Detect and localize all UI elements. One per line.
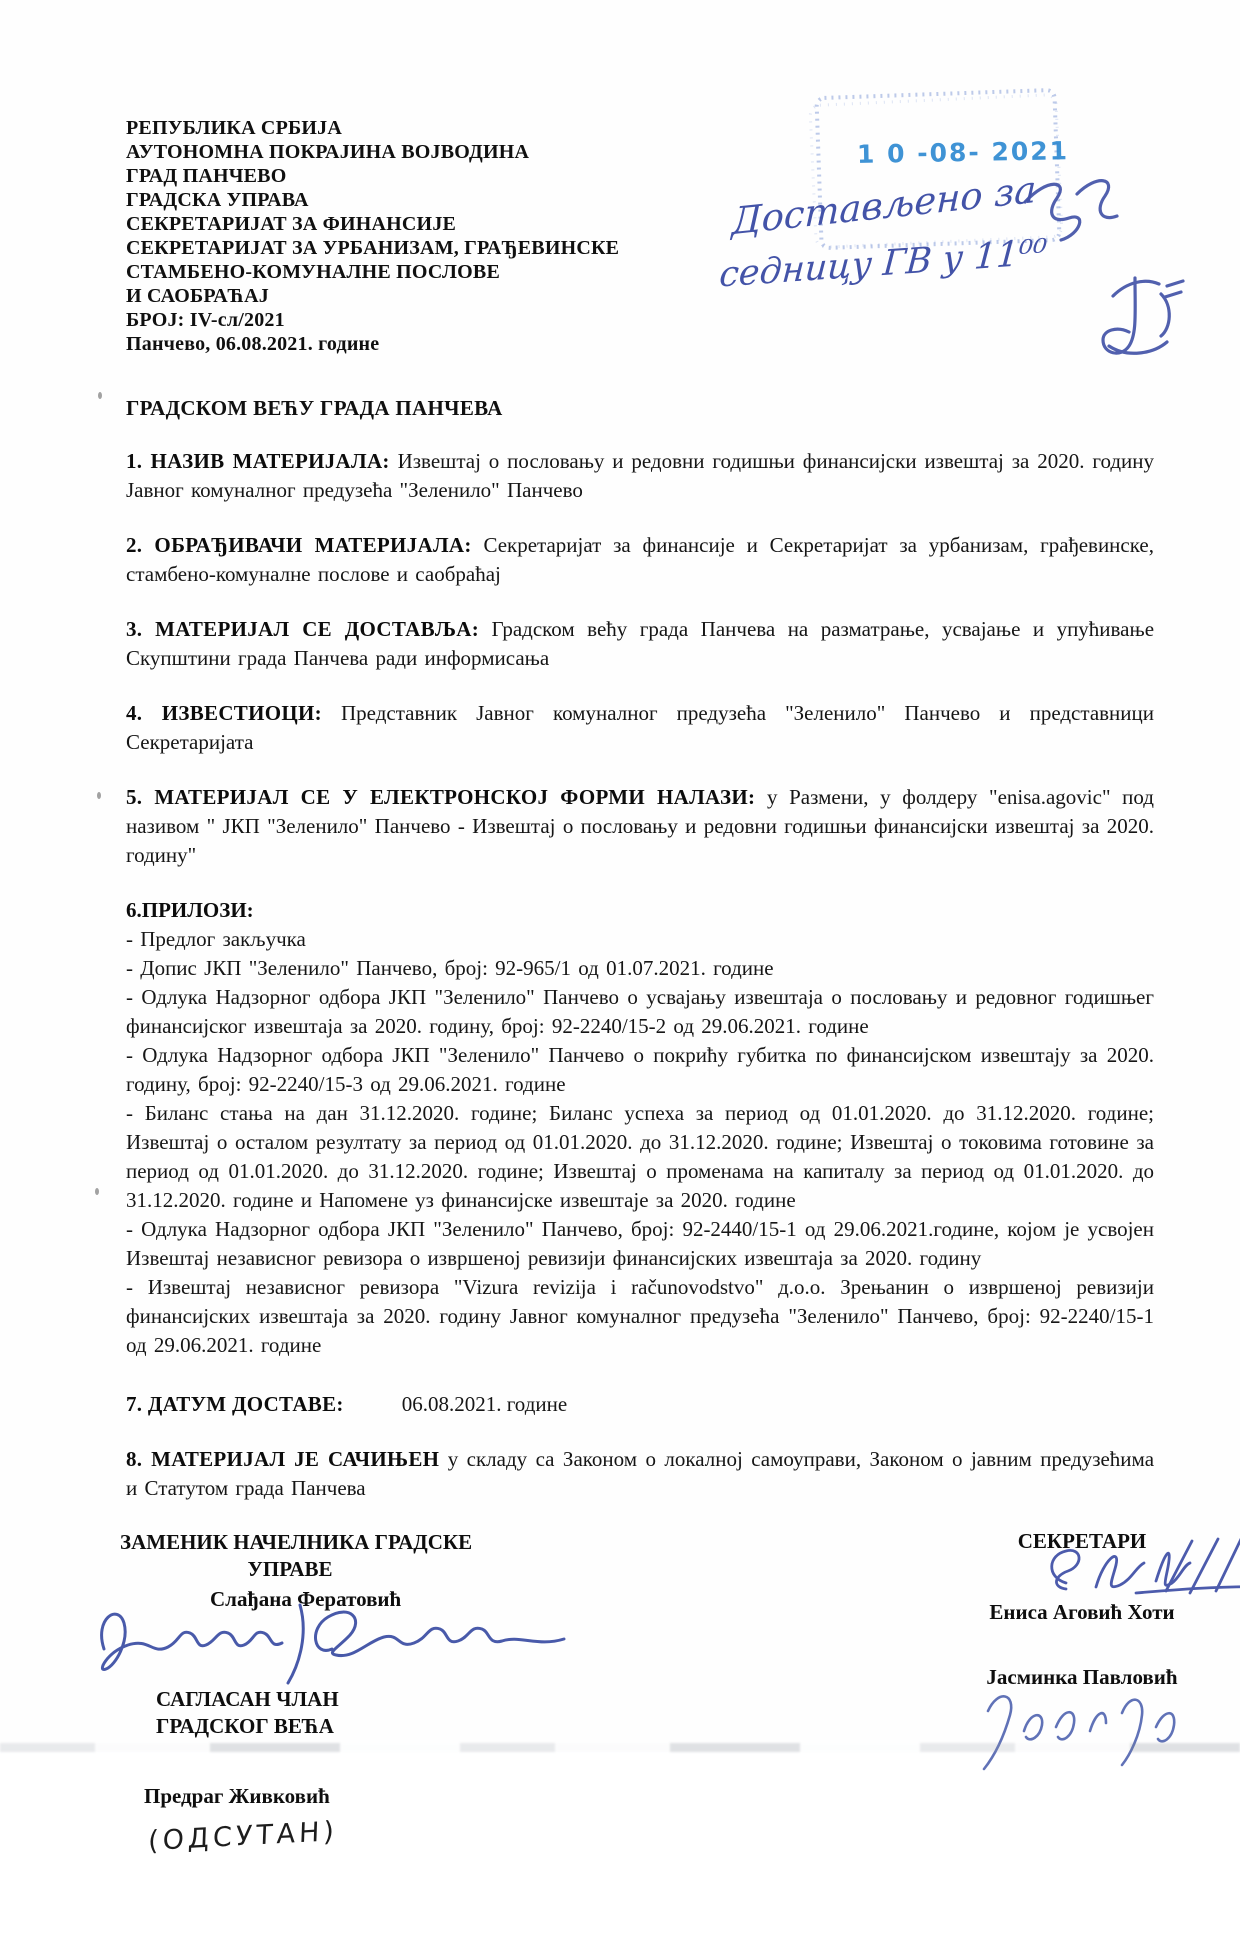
letterhead-line: ГРАДСКА УПРАВА bbox=[126, 189, 309, 211]
addressee: ГРАДСКОМ ВЕЋУ ГРАДА ПАНЧЕВА bbox=[126, 396, 503, 420]
signature-left-column bbox=[120, 1529, 580, 1858]
attachment-item: - Извештај независног ревизора "Vizura revizija i računovodstvo" д.о.о. Зрењанин о извршеној ревизији финансијских извештаја за 2020. годину Јавног комуналног предузећа "Зеленило" Панчево, број: 92-2240/15-1 од 29.06.2021. године bbox=[126, 1275, 1154, 1357]
signature-right-column bbox=[862, 1529, 1240, 1690]
section-1-text: Извештај о пословању и редовни годишњи финансијски извештај за 2020. годину Јавног комуналног предузећа "Зеленило" Панчево bbox=[126, 449, 1154, 502]
document-number: БРОЈ: IV-сл/2021 bbox=[126, 309, 285, 331]
letterhead bbox=[126, 116, 1154, 356]
deputy-role-line1: ЗАМЕНИК НАЧЕЛНИКА ГРАДСКЕ bbox=[120, 1530, 473, 1554]
section-8-label: 8. МАТЕРИЈАЛ ЈЕ САЧИЊЕН bbox=[126, 1447, 440, 1471]
agree-member-line2: ГРАДСКОГ ВЕЋА bbox=[156, 1714, 334, 1738]
attachment-item: - Одлука Надзорног одбора ЈКП "Зеленило" Панчево о усвајању извештаја о пословању и редовног годишњег финансијског извештаја за 2020. годину, број: 92-2240/15-2 од 29.06.2021. године bbox=[126, 985, 1154, 1038]
section-1 bbox=[126, 447, 1154, 505]
letterhead-line: АУТОНОМНА ПОКРАЈИНА ВОЈВОДИНА bbox=[126, 141, 530, 163]
scanner-edge-artifact bbox=[0, 1743, 1240, 1752]
deputy-role-line2: УПРАВЕ bbox=[247, 1557, 333, 1581]
letterhead-line: РЕПУБЛИКА СРБИЈА bbox=[126, 117, 343, 139]
section-4-text: Представник Јавног комуналног предузећа "Зеленило" Панчево и представници Секретаријата bbox=[126, 701, 1155, 754]
section-5-text: у Размени, у фолдеру "enisa.agovic" под називом " ЈКП "Зеленило" Панчево - Извештај о пословању и редовни годишњи финансијски извештај за 2020. годину" bbox=[126, 785, 1154, 867]
attachment-item: - Предлог закључка bbox=[126, 927, 306, 951]
section-8-text: у складу са Законом о локалној самоуправи, Законом о јавним предузећима и Статутом града Панчева bbox=[126, 1447, 1155, 1500]
agree-member-line1: САГЛАСАН ЧЛАН bbox=[156, 1687, 339, 1711]
section-3 bbox=[126, 615, 1154, 673]
section-3-text: Градском већу града Панчева на разматрање, усвајање и упућивање Скупштини града Панчева ради информисања bbox=[126, 617, 1155, 670]
member-name: Предраг Живковић bbox=[144, 1784, 330, 1808]
attachment-item: - Одлука Надзорног одбора ЈКП "Зеленило" Панчево, број: 92-2440/15-1 од 29.06.2021.године, којом је усвојен Извештај независног ревизора о извршеној ревизији финансијских извештаја за 2020. годину bbox=[126, 1217, 1154, 1270]
letterhead-line: СЕКРЕТАРИЈАТ ЗА ФИНАНСИЈЕ bbox=[126, 213, 457, 235]
letterhead-line: СТАМБЕНО-КОМУНАЛНЕ ПОСЛОВЕ bbox=[126, 261, 500, 283]
section-2-label: 2. ОБРАЂИВАЧИ МАТЕРИЈАЛА: bbox=[126, 533, 472, 557]
attachment-item: - Биланс стања на дан 31.12.2020. године; Биланс успеха за период од 01.01.2020. до 31.12.2020. године; Извештај о осталом резултату за период од 01.01.2020. до 31.12.2020. године; Извештај о токовима готовине за период од 01.01.2020. до 31.12.2020. године; Извештај о променама на капиталу за период од 01.01.2020. до 31.12.2020. године и Напомене уз финансијске извештаје за 2020. године bbox=[126, 1101, 1154, 1212]
section-7-delivery-date bbox=[126, 1390, 1154, 1419]
secretaries-title: СЕКРЕТАРИ bbox=[1017, 1529, 1147, 1553]
scan-speck bbox=[97, 792, 101, 799]
section-3-label: 3. МАТЕРИЈАЛ СЕ ДОСТАВЉА: bbox=[126, 617, 480, 641]
section-4 bbox=[126, 699, 1154, 757]
attachment-item: - Допис ЈКП "Зеленило" Панчево, број: 92-965/1 од 01.07.2021. године bbox=[126, 956, 774, 980]
feratovic-signature bbox=[92, 1591, 592, 1691]
section-2-text: Секретаријат за финансије и Секретаријат за урбанизам, грађевинске, стамбено-комуналне послове и саобраћај bbox=[126, 533, 1154, 586]
section-6-attachments bbox=[126, 896, 1154, 1360]
pavlovic-signature bbox=[972, 1681, 1202, 1776]
section-5 bbox=[126, 783, 1154, 870]
section-7-label: 7. ДАТУМ ДОСТАВЕ: bbox=[126, 1392, 344, 1416]
scan-speck bbox=[95, 1188, 99, 1195]
stamp-handwriting-line1: Достављено за bbox=[731, 167, 1038, 244]
secretary2-name: Јасминка Павловић bbox=[986, 1665, 1178, 1689]
agovic-signature bbox=[1032, 1531, 1240, 1611]
scan-speck bbox=[98, 392, 102, 399]
delivery-date-value: 06.08.2021. године bbox=[401, 1392, 568, 1416]
stamp-handwriting-line2: седницу ГВ у 11⁰⁰ bbox=[717, 232, 1049, 296]
absent-handwritten-note: (ОДСУТАН) bbox=[147, 1815, 339, 1858]
deputy-name: Слађана Фератовић bbox=[210, 1587, 402, 1611]
section-8 bbox=[126, 1445, 1154, 1503]
place-and-date: Панчево, 06.08.2021. године bbox=[126, 333, 380, 355]
letterhead-line: ГРАД ПАНЧЕВО bbox=[126, 165, 287, 187]
secretary1-name: Ениса Аговић Хоти bbox=[989, 1600, 1175, 1624]
stamp-date: 1 0 -08- 2021 bbox=[856, 136, 1070, 169]
section-2 bbox=[126, 531, 1154, 589]
section-1-label: 1. НАЗИВ МАТЕРИЈАЛА: bbox=[126, 449, 390, 473]
attachments-heading: 6.ПРИЛОЗИ: bbox=[126, 898, 254, 922]
section-5-label: 5. МАТЕРИЈАЛ СЕ У ЕЛЕКТРОНСКОЈ ФОРМИ НАЛАЗИ: bbox=[126, 785, 756, 809]
attachment-item: - Одлука Надзорног одбора ЈКП "Зеленило" Панчево о покрићу губитка по финансијском извештају за 2020. годину, број: 92-2240/15-3 од 29.06.2021. године bbox=[126, 1043, 1154, 1096]
section-4-label: 4. ИЗВЕСТИОЦИ: bbox=[126, 701, 322, 725]
document-body bbox=[120, 116, 1178, 1959]
letterhead-line: И САОБРАЋАЈ bbox=[126, 285, 269, 307]
letterhead-line: СЕКРЕТАРИЈАТ ЗА УРБАНИЗАМ, ГРАЂЕВИНСКЕ bbox=[126, 237, 620, 259]
